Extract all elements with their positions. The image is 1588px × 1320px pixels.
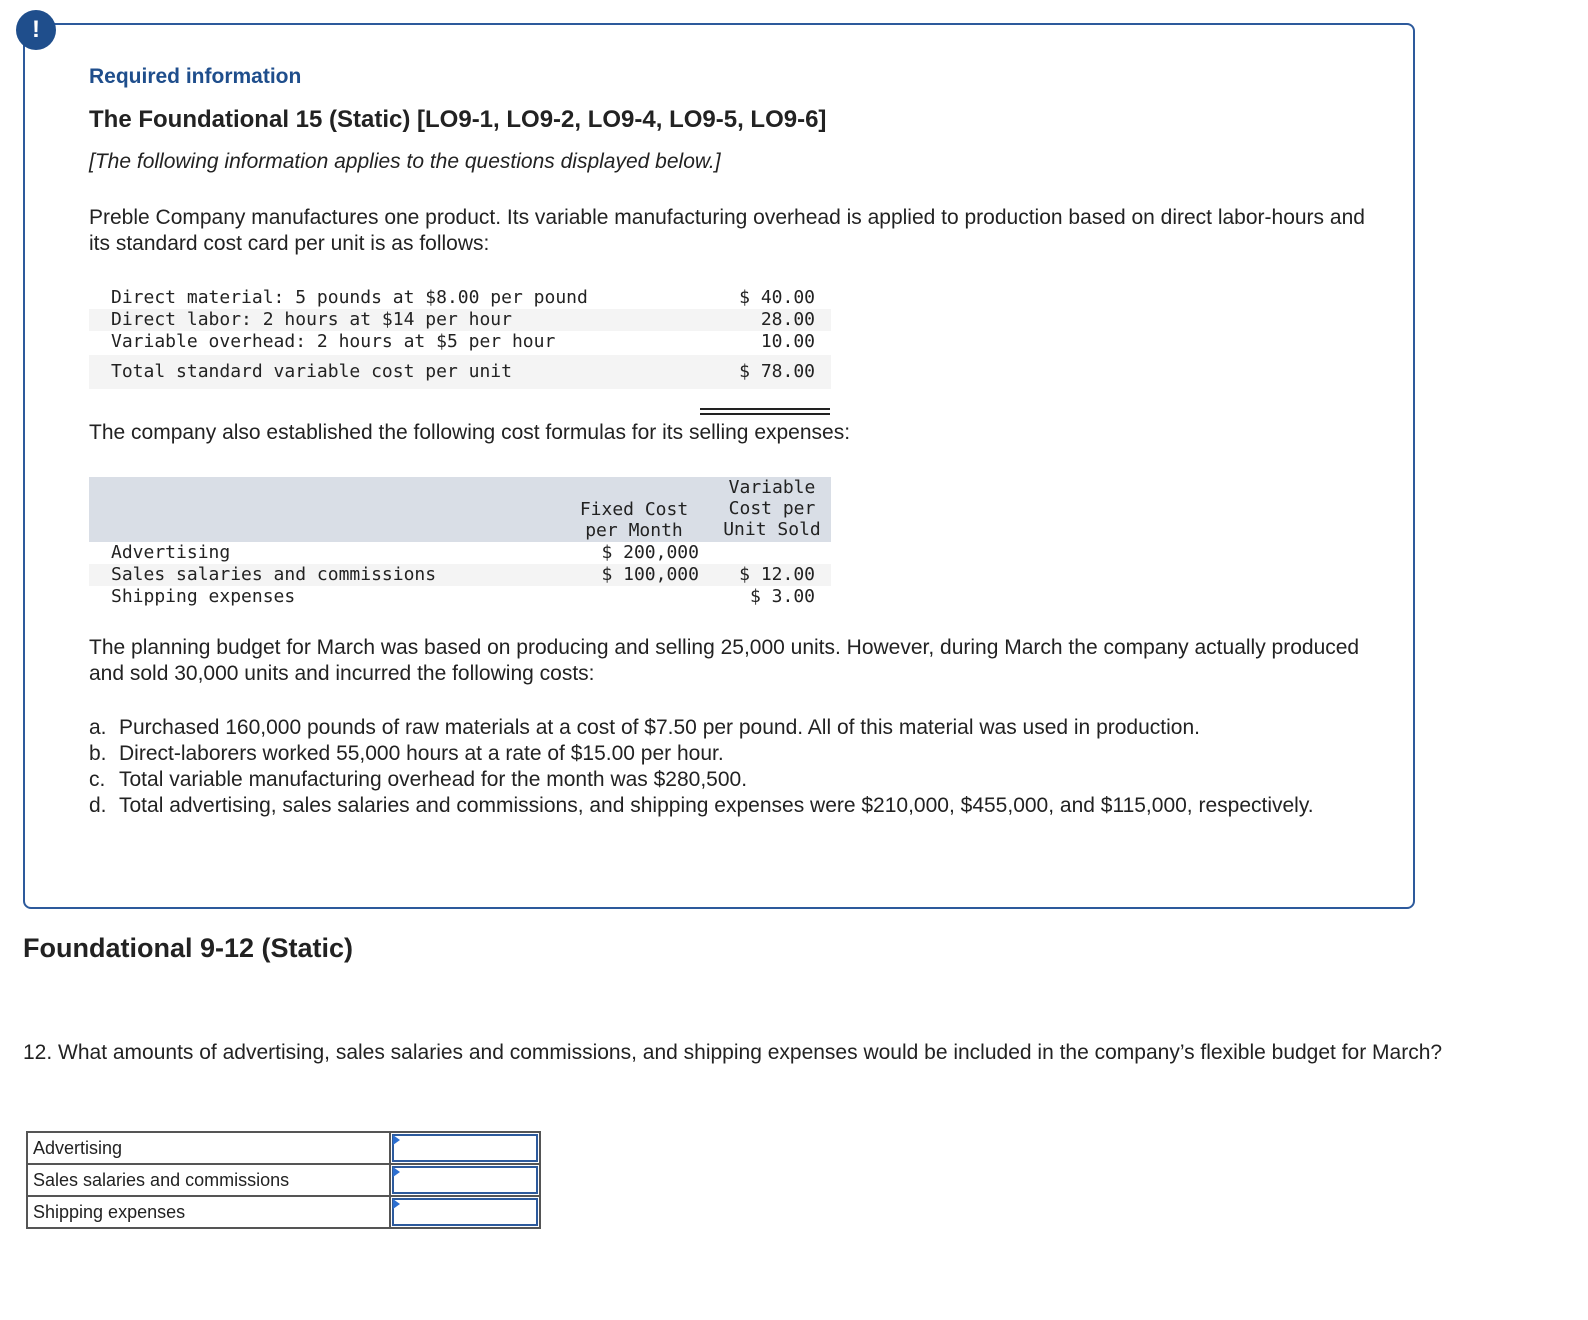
info-note: [The following information applies to the questions displayed below.]	[89, 150, 721, 173]
advertising-input[interactable]	[392, 1134, 538, 1162]
selling-intro-paragraph: The company also established the following cost formulas for its selling expenses:	[89, 421, 851, 444]
selling-row	[89, 542, 831, 564]
list-item-text: Total variable manufacturing overhead for the month was $280,500.	[119, 768, 748, 791]
cost-row-label: Direct material: 5 pounds at $8.00 per pound	[111, 287, 588, 308]
answer-cell	[390, 1196, 540, 1228]
exclamation-icon: !	[16, 10, 56, 50]
selling-row-label: Advertising	[111, 542, 231, 563]
answer-label-sales-salaries: Sales salaries and commissions	[27, 1164, 390, 1196]
list-item-text: Direct-laborers worked 55,000 hours at a rate of $15.00 per hour.	[119, 742, 724, 765]
table-row	[27, 1164, 540, 1196]
selling-row-variable: $ 3.00	[749, 586, 815, 607]
input-marker-icon	[393, 1167, 400, 1177]
list-marker: b.	[89, 742, 107, 765]
answer-cell	[390, 1164, 540, 1196]
table-row	[27, 1196, 540, 1228]
selling-row	[89, 564, 831, 586]
shipping-expenses-input[interactable]	[392, 1198, 538, 1226]
section-title: Foundational 9-12 (Static)	[23, 933, 354, 963]
required-information-heading: Required information	[89, 65, 302, 88]
list-item	[89, 793, 1379, 819]
answer-label-shipping: Shipping expenses	[27, 1196, 390, 1228]
cost-row-label: Direct labor: 2 hours at $14 per hour	[111, 309, 512, 330]
list-item-text: Purchased 160,000 pounds of raw materials at a cost of $7.50 per pound. All of this material was used in production.	[119, 716, 1200, 739]
required-information-box	[23, 23, 1415, 909]
cost-total-label: Total standard variable cost per unit	[111, 361, 512, 382]
answer-label-advertising: Advertising	[27, 1132, 390, 1164]
cost-row	[89, 309, 831, 331]
list-marker: c.	[89, 768, 106, 791]
selling-row-label: Shipping expenses	[111, 586, 296, 607]
selling-row-variable: $ 12.00	[739, 564, 815, 585]
list-item	[89, 767, 1379, 793]
selling-row-fixed: $ 100,000	[601, 564, 699, 585]
selling-table-header	[89, 477, 831, 542]
variable-cost-header: Variable Cost per Unit Sold	[723, 477, 821, 540]
list-item-text: Total advertising, sales salaries and commissions, and shipping expenses were $210,000, $455,000, and $115,000, respectively.	[119, 794, 1314, 817]
selling-row	[89, 586, 831, 608]
cost-row-label: Variable overhead: 2 hours at $5 per hour	[111, 331, 556, 352]
list-item	[89, 741, 1379, 767]
cost-row	[89, 287, 831, 309]
intro-paragraph: Preble Company manufactures one product. Its variable manufacturing overhead is applied to production based on direct labor-hours and its standard cost card per unit is as follows:	[89, 206, 1365, 255]
question-text: 12. What amounts of advertising, sales salaries and commissions, and shipping expenses would be included in the company’s flexible budget for March?	[23, 1041, 1443, 1064]
cost-row-amount: 10.00	[760, 331, 815, 352]
fixed-cost-header: Fixed Cost per Month	[579, 499, 689, 541]
list-marker: a.	[89, 716, 107, 739]
table-row	[27, 1132, 540, 1164]
standard-cost-table	[89, 287, 831, 389]
input-marker-icon	[393, 1135, 400, 1145]
incurred-costs-list	[89, 715, 1379, 819]
cost-row-amount: $ 40.00	[739, 287, 815, 308]
list-item	[89, 715, 1379, 741]
problem-title: The Foundational 15 (Static) [LO9-1, LO9-2, LO9-4, LO9-5, LO9-6]	[89, 106, 827, 133]
input-marker-icon	[393, 1199, 400, 1209]
cost-total-amount: $ 78.00	[739, 361, 815, 382]
cost-row	[89, 331, 831, 353]
cost-total-row	[89, 355, 831, 389]
answer-table	[26, 1131, 541, 1229]
selling-expenses-table	[89, 477, 831, 608]
list-marker: d.	[89, 794, 107, 817]
total-double-rule	[700, 408, 830, 415]
sales-salaries-input[interactable]	[392, 1166, 538, 1194]
cost-row-amount: 28.00	[760, 309, 815, 330]
planning-paragraph: The planning budget for March was based on producing and selling 25,000 units. However, during March the company actually produced and sold 30,000 units and incurred the following costs:	[89, 636, 1360, 685]
selling-row-fixed: $ 200,000	[601, 542, 699, 563]
selling-row-label: Sales salaries and commissions	[111, 564, 437, 585]
answer-cell	[390, 1132, 540, 1164]
